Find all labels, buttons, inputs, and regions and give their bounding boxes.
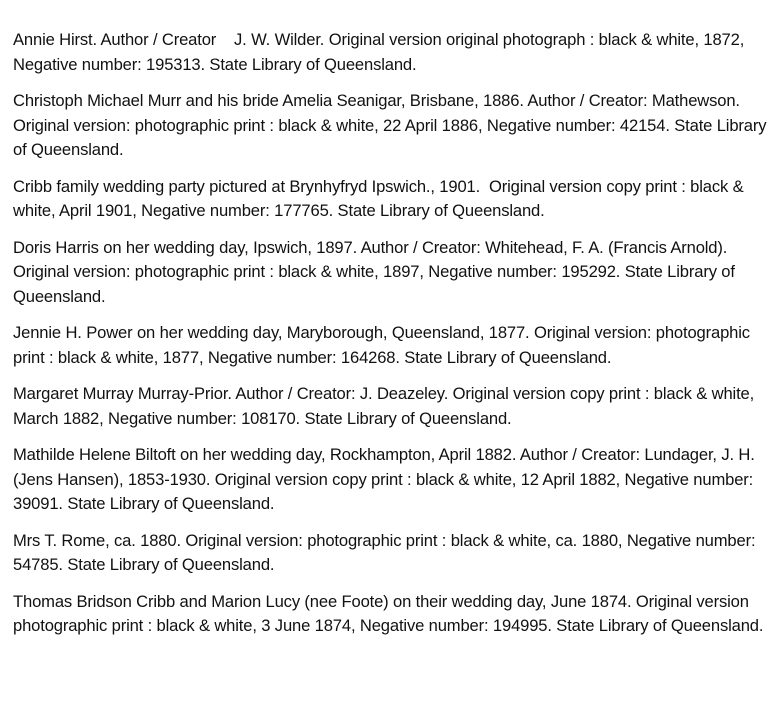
caption-paragraph: Christoph Michael Murr and his bride Amelia Seanigar, Brisbane, 1886. Author / Creator: Mathewson. Original version: photographic print : black & white, 22 April 1886, Negative number: 42154. State Library of Queensland.	[13, 91, 771, 159]
caption-paragraph: Thomas Bridson Cribb and Marion Lucy (nee Foote) on their wedding day, June 1874. Original version photographic print : black & white, 3 June 1874, Negative number: 194995. State Library of Queensland.	[13, 591, 764, 635]
caption-paragraph: Annie Hirst. Author / Creator J. W. Wilder. Original version original photograph : black & white, 1872, Negative number: 195313. State Library of Queensland.	[13, 30, 749, 74]
caption-paragraph: Cribb family wedding party pictured at Brynhyfryd Ipswich., 1901. Original version copy print : black & white, April 1901, Negative number: 177765. State Library of Queensland.	[13, 176, 748, 220]
caption-paragraph: Margaret Murray Murray-Prior. Author / Creator: J. Deazeley. Original version copy print : black & white, March 1882, Negative number: 108170. State Library of Queensland.	[13, 384, 759, 428]
caption-paragraph: Mrs T. Rome, ca. 1880. Original version: photographic print : black & white, ca. 1880, Negative number: 54785. State Library of Queensland.	[13, 530, 760, 574]
document-body	[13, 28, 771, 651]
caption-paragraph: Doris Harris on her wedding day, Ipswich, 1897. Author / Creator: Whitehead, F. A. (Francis Arnold). Original version: photographic print : black & white, 1897, Negative number: 195292. State Library of Queensland.	[13, 237, 740, 306]
caption-paragraph: Mathilde Helene Biltoft on her wedding day, Rockhampton, April 1882. Author / Creator: Lundager, J. H. (Jens Hansen), 1853-1930. Original version copy print : black & white, 12 April 1882, Negative number: 39091. State Library of Queensland.	[13, 445, 760, 513]
caption-paragraph: Jennie H. Power on her wedding day, Maryborough, Queensland, 1877. Original version: photographic print : black & white, 1877, Negative number: 164268. State Library of Queensland.	[13, 323, 755, 367]
